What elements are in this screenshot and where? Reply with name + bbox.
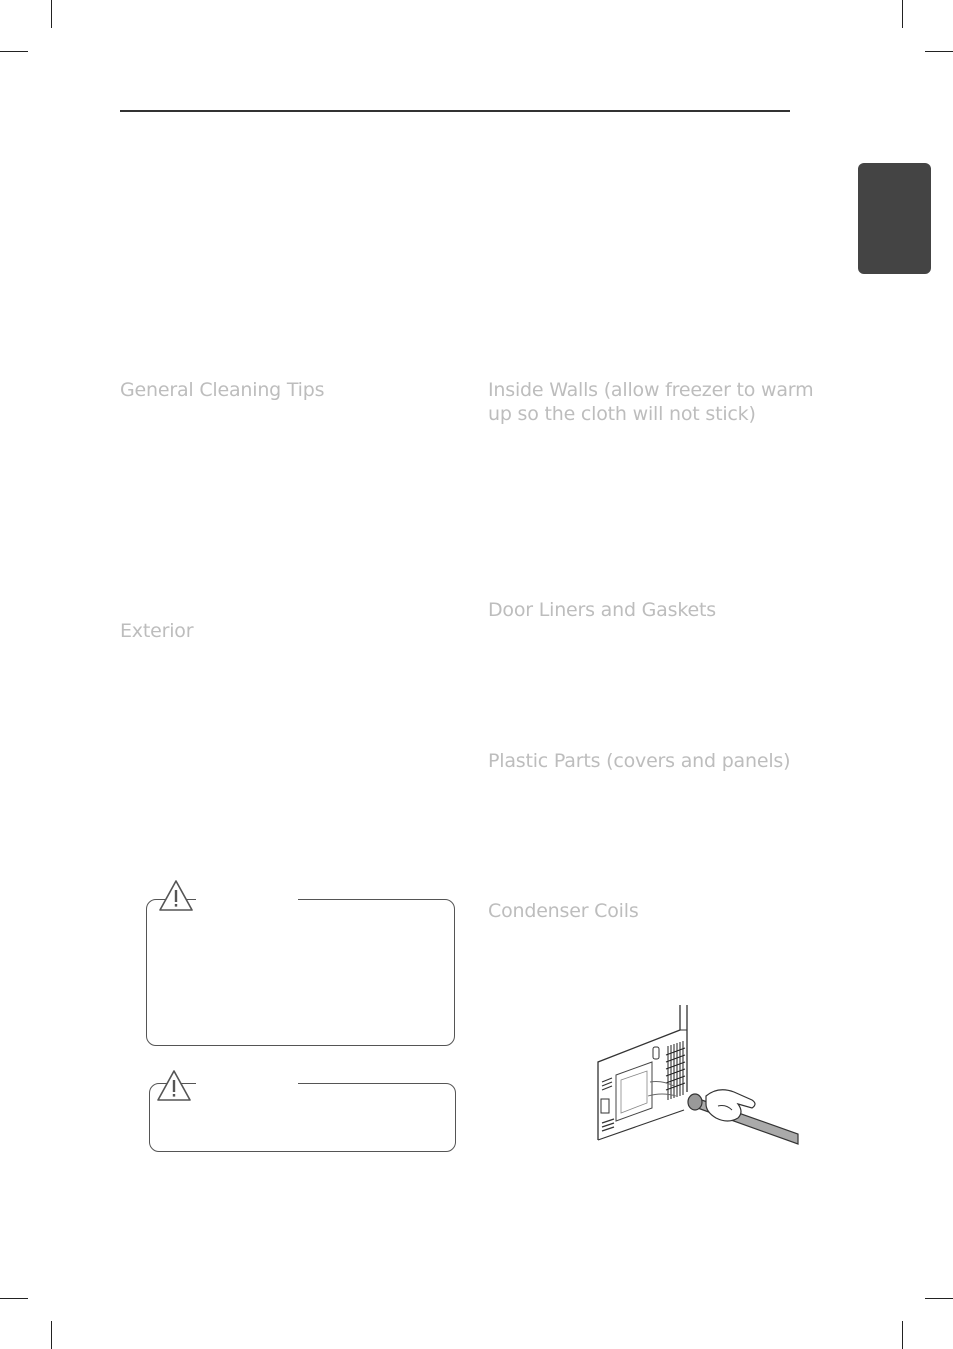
header-rule [120,110,790,112]
crop-mark-top-right-h [925,51,953,52]
warning-box-1-gap [196,896,298,904]
heading-door-liners: Door Liners and Gaskets [488,599,716,621]
condenser-coil-cleaning-illustration [588,1000,800,1146]
warning-box-2 [149,1083,456,1152]
warning-box-2-gap [196,1080,298,1088]
crop-mark-top-left-v [51,0,52,28]
heading-general-cleaning-tips: General Cleaning Tips [120,379,325,401]
heading-condenser-coils: Condenser Coils [488,900,639,922]
crop-mark-top-left-h [0,51,28,52]
section-tab [858,163,931,274]
crop-mark-top-right-v [902,0,903,28]
heading-inside-walls-line1: Inside Walls (allow freezer to warm [488,379,814,401]
crop-mark-bottom-left-h [0,1298,28,1299]
heading-exterior: Exterior [120,620,194,642]
crop-mark-bottom-right-v [902,1321,903,1349]
warning-triangle-icon [156,1069,192,1103]
crop-mark-bottom-right-h [925,1298,953,1299]
warning-box-1 [146,899,455,1046]
heading-inside-walls-line2: up so the cloth will not stick) [488,403,756,425]
crop-mark-bottom-left-v [51,1321,52,1349]
warning-triangle-icon [158,879,194,913]
heading-plastic-parts: Plastic Parts (covers and panels) [488,750,791,772]
